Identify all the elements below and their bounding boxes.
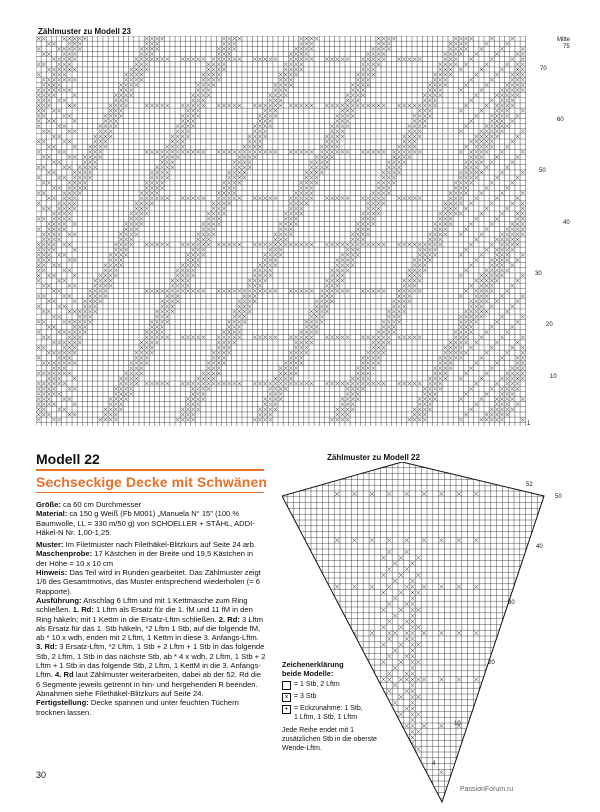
legend-note: Jede Reihe endet mit 1 zusätzlichen Stb in die oberste Wende-Lftm. — [282, 726, 392, 753]
muster-value: Im Filetmuster nach Filethäkel-Blitzkurs auf Seite 24 arb. — [66, 540, 256, 549]
bottom-chart-row-50: 50 — [555, 494, 562, 500]
bottom-chart-row-10: 10 — [454, 721, 461, 727]
top-chart-row-50: 50 — [539, 168, 546, 174]
rd3-label: 3. Rd: — [36, 642, 57, 651]
top-chart-title: Zählmuster zu Modell 23 — [38, 27, 131, 36]
legend-item-empty-text: = 1 Stb, 2 Lftm — [294, 680, 340, 689]
top-crochet-chart — [36, 36, 572, 429]
rd2-label: 2. Rd: — [219, 615, 240, 624]
legend-item-dot — [282, 704, 392, 722]
bottom-crochet-chart — [282, 462, 572, 812]
legend-heading-1: Zeichenerklärung — [282, 660, 392, 669]
section-heading: Modell 22 — [36, 451, 100, 467]
legend-item-dot-text-1: = Eckzunahme: 1 Stb, — [294, 705, 363, 712]
rd1-label: 1. Rd: — [73, 605, 94, 614]
top-chart-row-70: 70 — [540, 66, 547, 72]
legend-item-cross-text: = 3 Stb — [294, 692, 316, 701]
page-number: 30 — [36, 770, 46, 780]
top-chart-row-10: 10 — [550, 374, 557, 380]
dot-square-icon: • — [282, 705, 291, 714]
instructions-text — [36, 500, 266, 720]
title-rule — [36, 492, 264, 493]
bottom-chart-title: Zählmuster zu Modell 22 — [327, 453, 420, 462]
top-chart-row-60: 60 — [557, 117, 564, 123]
top-chart-row-75: 75 — [563, 44, 570, 50]
top-chart-row-30: 30 — [535, 271, 542, 277]
rd1-value: 1 Lftm als Ersatz für die 1. fM und 11 fM in den Ring häkeln; mit 1 Kettm in die Ersatz-Lftm schließen. — [36, 605, 253, 623]
legend-item-empty — [282, 680, 392, 690]
material-value: ca 150 g Weiß (Fb M001) „Manuela N° 15" (100 % Baumwolle, LL = 330 m/50 g) von SCHOELLER + STÄHL, ADDI-Häkel-N Nr. 1,00-1,25. — [36, 509, 255, 537]
bottom-chart-row-4: 4 — [432, 761, 436, 767]
bottom-chart-row-40: 40 — [536, 544, 543, 550]
legend-item-dot-text-2: 1 Lftm, 1 Stb, 1 Lftm — [294, 714, 357, 721]
heading-rule — [36, 469, 264, 471]
fertig-label: Fertigstellung: — [36, 698, 89, 707]
legend-heading-2: beide Modelle: — [282, 669, 392, 678]
rd2-value: 3 Lftm als Ersatz für das 1. Stb häkeln, *2 Lftm 1 Stb, auf die folgende fM, ab * 10 x wdh, enden mit 2 Lftm, 1 Kettm in diese 3. Anfangs-Lftm. — [36, 615, 263, 643]
rd4-value: laut Zählmuster weiterarbeiten, dabei ab der 52. Rd die 6 Segmente jeweils getrennt in hin- und hergehenden R beenden. Abnahmen siehe Filethäkel-Blitzkurs auf Seite 24. — [36, 670, 261, 698]
bottom-chart-row-30: 30 — [508, 600, 515, 606]
maschenprobe-value: 17 Kästchen in der Breite und 19,5 Kästchen in der Höhe = 10 x 10 cm — [36, 549, 253, 567]
top-chart-pattern — [37, 37, 525, 422]
groesse-value: ca 60 cm Durchmesser — [63, 500, 141, 509]
top-chart-row-20: 20 — [546, 322, 553, 328]
legend — [282, 660, 392, 753]
bottom-chart-row-20: 20 — [488, 660, 495, 666]
fertig-value: Decke spannen und unter feuchten Tüchern trocknen lassen. — [36, 698, 239, 716]
bottom-chart-row-52: 52 — [526, 482, 533, 488]
section-title: Sechseckige Decke mit Schwänen — [36, 474, 267, 490]
groesse-label: Größe: — [36, 500, 61, 509]
ausfuehrung-label: Ausführung: — [36, 596, 82, 605]
top-chart-row-40: 40 — [563, 220, 570, 226]
top-chart-mitte-label: Mitte — [557, 37, 571, 43]
muster-label: Muster: — [36, 540, 63, 549]
hinweis-value: Das Teil wird in Runden gearbeitet. Das Zählmuster zeigt 1/6 des Gesamtmotivs, das Muster entsprechend wiederholen (= 6 Rapporte). — [36, 568, 261, 596]
material-label: Material: — [36, 509, 67, 518]
cross-square-icon: × — [282, 693, 291, 702]
ausfuehrung-value: Anschlag 6 Lftm und mit 1 Kettmasche zum Ring schließen. — [36, 596, 247, 614]
rd4-label: 4. Rd — [55, 670, 74, 679]
empty-square-icon — [282, 681, 291, 690]
hinweis-label: Hinweis: — [36, 568, 67, 577]
maschenprobe-label: Maschenprobe: — [36, 549, 92, 558]
rd3-value: 3 Ersatz-Lftm, *2 Lftm, 1 Stb + 2 Lftm + 1 Stb in das folgende Stb, 2 Lftm, 1 Stb in das nächste Stb, ab * 4 x wdh, 2 Lftm, 1 Stb + 2 Lftm + 1 Stb in das folgende Stb, 2 Lftm, 1 KettM in die 3. Anfangs-Lftm. — [36, 642, 265, 679]
top-chart-row-1: 1 — [527, 421, 531, 427]
watermark: PassionForum.ru — [460, 786, 513, 793]
legend-item-cross — [282, 692, 392, 702]
